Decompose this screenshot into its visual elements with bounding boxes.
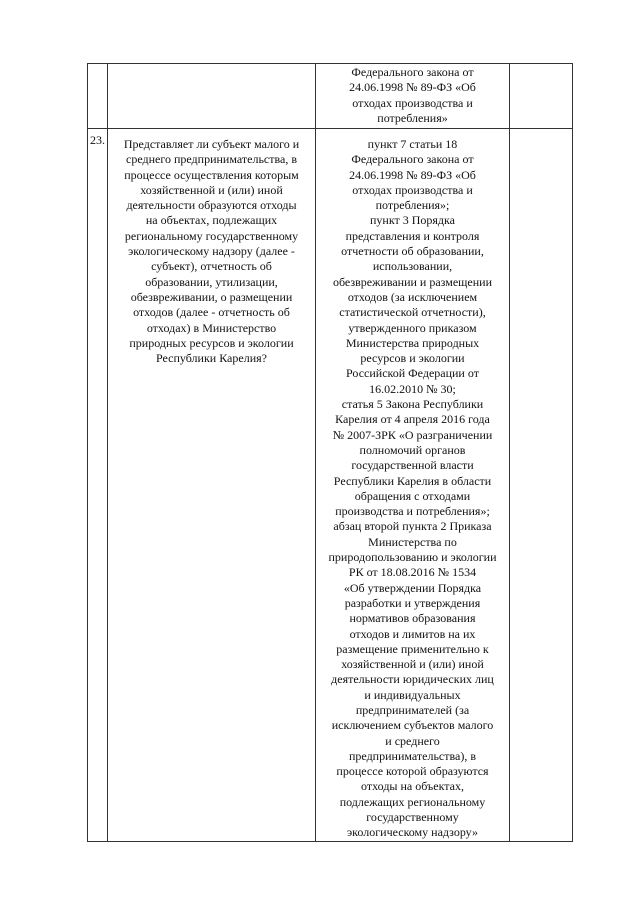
question-text: Представляет ли субъект малого и среднего предпринимательства, в процессе осуществления которым хозяйственной и (или) иной деятельности образуются отходы на объектах, подлежащих региональному государственному экологическому надзору (далее - субъект), отчетность об образовании, утилизации, обезвреживании, о размещении отходов (далее - отчетность об отходах) в Министерство природных ресурсов и экологии Республики Карелия?: [123, 137, 300, 366]
table-row-23: [88, 129, 573, 842]
legal-basis-text: пункт 7 статьи 18 Федерального закона от 24.06.1998 № 89-ФЗ «Об отходах производства и потребления»; пункт 3 Порядка представления и контроля отчетности об образовании, использовании, обезвреживании и размещении отходов (за исключением статистической отчетности), утвержденного приказом Министерства природных ресурсов и экологии Российской Федерации от 16.02.2010 № 30; статья 5 Закона Республики Карелия от 4 апреля 2016 года № 2007-ЗРК «О разграничении полномочий органов государственной власти Республики Карелия в области обращения с отходами производства и потребления»; абзац второй пункта 2 Приказа Министерства по природопользованию и экологии РК от 18.08.2016 № 1534 «Об утверждении Порядка разработки и утверждения нормативов образования отходов и лимитов на их размещение применительно к хозяйственной и (или) иной деятельности юридических лиц и индивидуальных предпринимателей (за исключением субъектов малого и среднего предпринимательства), в процессе которой образуются отходы на объектах, подлежащих региональному государственному экологическому надзору»: [328, 137, 497, 840]
question-cell: [108, 64, 316, 129]
answer-cell: [510, 129, 573, 842]
checklist-table: [87, 63, 573, 842]
question-cell: [108, 129, 316, 842]
legal-basis-text: Федерального закона от 24.06.1998 № 89-ФЗ «Об отходах производства и потребления»: [349, 65, 476, 125]
row-number: 23.: [90, 133, 105, 147]
row-number-cell: [88, 129, 108, 842]
answer-cell: [510, 64, 573, 129]
row-number-cell: [88, 64, 108, 129]
legal-basis-cell: [316, 129, 510, 842]
question-text: [108, 64, 315, 72]
row-number: [88, 64, 107, 68]
table-row-continuation: [88, 64, 573, 129]
legal-basis-cell: [316, 64, 510, 129]
